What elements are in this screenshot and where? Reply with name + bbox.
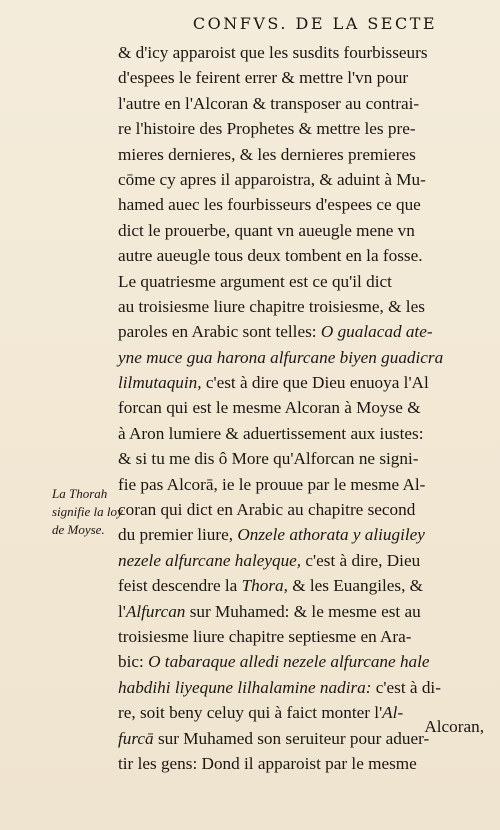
margin-note-line: signifie la loy: [52, 504, 123, 519]
text-line: [118, 40, 484, 65]
text-run: feist descendre la: [118, 576, 242, 596]
italic-text-run: Al-: [382, 703, 404, 723]
text-line: [118, 167, 484, 192]
text-run: hamed auec les fourbisseurs d'espees ce que: [118, 195, 421, 215]
italic-text-run: Thora,: [241, 576, 288, 596]
text-run: re, soit beny celuy qui à faict monter l': [118, 703, 383, 723]
text-run: tir les gens: Dond il apparoist par le mesme: [118, 753, 417, 773]
text-line: [118, 116, 484, 141]
text-line: [118, 599, 484, 624]
text-line: [118, 421, 484, 446]
italic-text-run: O gualacad ate-: [320, 322, 433, 342]
text-run: à Aron lumiere & aduertissement aux iustes:: [118, 423, 424, 443]
text-line: [118, 269, 484, 294]
text-line: [118, 370, 484, 395]
text-line: [118, 751, 484, 776]
text-run: c'est à dire, Dieu: [301, 550, 421, 570]
text-run: c'est à dire que Dieu enuoya l'Al: [201, 373, 429, 393]
text-run: paroles en Arabic sont telles:: [118, 322, 321, 342]
margin-note-line: La Thorah: [52, 486, 108, 501]
text-run: autre aueugle tous deux tombent en la fosse.: [118, 246, 423, 266]
text-line: [118, 218, 484, 243]
text-run: dict le prouerbe, quant vn aueugle mene vn: [118, 220, 415, 240]
italic-text-run: lilmutaquin,: [118, 373, 202, 393]
text-run: & si tu me dis ô More qu'Alforcan ne signi-: [118, 449, 419, 469]
text-run: c'est à di-: [371, 677, 441, 697]
italic-text-run: yne muce gua harona alfurcane biyen guadicra: [118, 347, 444, 367]
italic-text-run: nezele alfurcane haleyque,: [118, 550, 302, 570]
text-run: du premier liure,: [118, 525, 238, 545]
text-line: [118, 446, 484, 471]
text-line: [118, 294, 484, 319]
body-text: [118, 40, 484, 776]
text-line: [118, 675, 484, 700]
text-run: sur Muhamed: & le mesme est au: [185, 601, 421, 621]
text-run: coran qui dict en Arabic au chapitre second: [118, 500, 416, 520]
text-run: fie pas Alcorā, ie le prouue par le mesme Al-: [118, 474, 426, 494]
text-run: l'autre en l'Alcoran & transposer au contrai-: [118, 93, 420, 113]
text-line: [118, 573, 484, 598]
text-line: [118, 497, 484, 522]
text-line: [118, 91, 484, 116]
text-run: cōme cy apres il apparoistra, & aduint à Mu-: [118, 169, 426, 189]
text-line: [118, 624, 484, 649]
margin-note-line: de Moyse.: [52, 522, 105, 537]
italic-text-run: furcā: [118, 728, 154, 748]
text-run: & d'icy apparoist que les susdits fourbisseurs: [118, 43, 428, 62]
text-line: [118, 472, 484, 497]
text-run: mieres dernieres, & les dernieres premieres: [118, 144, 416, 164]
text-run: Le quatriesme argument est ce qu'il dict: [118, 271, 392, 291]
text-run: & les Euangiles, &: [287, 576, 424, 596]
running-head: CONFVS. DE LA SECTE: [192, 14, 438, 33]
text-line: [118, 192, 484, 217]
text-line: [118, 65, 484, 90]
text-line: [118, 649, 484, 674]
text-run: sur Muhamed son seruiteur pour aduer-: [153, 728, 430, 748]
catchword: Alcoran,: [424, 717, 484, 736]
text-line: [118, 243, 484, 268]
text-run: au troisiesme liure chapitre troisiesme, & les: [118, 296, 425, 316]
text-run: forcan qui est le mesme Alcoran à Moyse &: [118, 398, 421, 418]
text-line: [118, 142, 484, 167]
text-line: [118, 345, 484, 370]
text-run: troisiesme liure chapitre septiesme en Ara-: [118, 626, 412, 646]
italic-text-run: Alfurcan: [125, 601, 186, 621]
text-run: d'espees le feirent errer & mettre l'vn pour: [118, 68, 409, 88]
text-run: bic:: [118, 652, 149, 672]
margin-note: [52, 485, 123, 539]
italic-text-run: O tabaraque alledi nezele alfurcane hale: [148, 652, 430, 672]
text-run: l': [118, 601, 126, 621]
italic-text-run: Onzele athorata y aliugiley: [237, 525, 425, 545]
text-run: re l'histoire des Prophetes & mettre les pre-: [118, 119, 416, 139]
text-line: [118, 319, 484, 344]
text-line: [118, 395, 484, 420]
text-line: [118, 548, 484, 573]
italic-text-run: habdihi liyequne lilhalamine nadira:: [118, 677, 372, 697]
text-line: [118, 522, 484, 547]
